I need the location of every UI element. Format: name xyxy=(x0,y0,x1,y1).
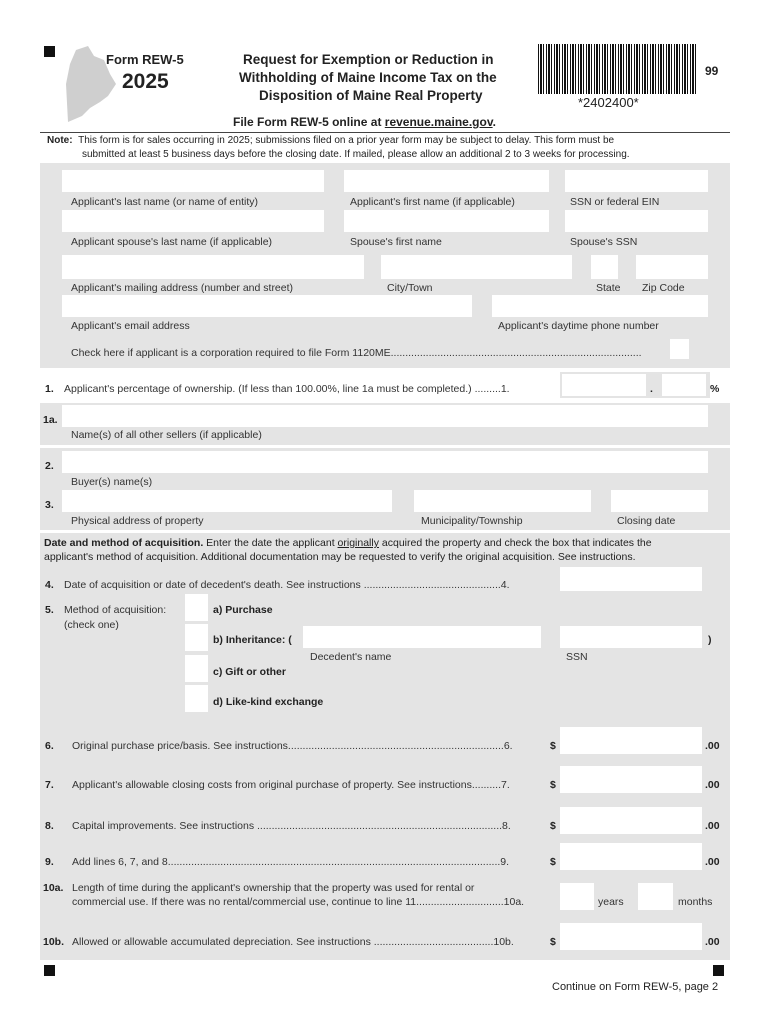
other-sellers-input[interactable] xyxy=(62,405,708,427)
line9-text: Add lines 6, 7, and 8..................................................................................................................9. xyxy=(72,856,510,868)
like-kind-checkbox[interactable] xyxy=(185,685,208,712)
phone-label: Applicant's daytime phone number xyxy=(498,320,659,332)
line8-input[interactable] xyxy=(560,807,702,834)
line5-number: 5. xyxy=(45,604,54,616)
zip-label: Zip Code xyxy=(642,282,685,294)
title-line2: Withholding of Maine Income Tax on the xyxy=(239,70,497,85)
email-label: Applicant's email address xyxy=(71,320,190,332)
decedent-name-label: Decedent's name xyxy=(310,651,392,663)
ownership-percent-input[interactable] xyxy=(562,374,646,396)
decedent-ssn-label: SSN xyxy=(566,651,588,663)
last-name-label: Applicant's last name (or name of entity) xyxy=(71,196,259,208)
line1-number: 1. xyxy=(45,383,54,395)
municipality-label: Municipality/Township xyxy=(421,515,523,527)
spouse-ssn-input[interactable] xyxy=(565,210,708,232)
option-gift: c) Gift or other xyxy=(213,666,286,678)
other-sellers-label: Name(s) of all other sellers (if applicable) xyxy=(71,429,262,441)
mailing-address-input[interactable] xyxy=(62,255,364,279)
line8-dollar: $ xyxy=(550,820,556,832)
option-inheritance: b) Inheritance: ( xyxy=(213,634,292,646)
ssn-ein-label: SSN or federal EIN xyxy=(570,196,660,208)
line10b-cents: .00 xyxy=(705,936,720,948)
spouse-ssn-label: Spouse's SSN xyxy=(570,236,638,248)
acquisition-heading-bold: Date and method of acquisition. xyxy=(44,537,204,549)
state-label: State xyxy=(596,282,621,294)
line9-cents: .00 xyxy=(705,856,720,868)
line2-number: 2. xyxy=(45,460,54,472)
line7-cents: .00 xyxy=(705,779,720,791)
acquisition-date-input[interactable] xyxy=(560,567,702,591)
line7-dollar: $ xyxy=(550,779,556,791)
email-input[interactable] xyxy=(62,295,472,317)
barcode-text: *2402400* xyxy=(578,95,639,110)
inheritance-checkbox[interactable] xyxy=(185,624,208,651)
acquisition-heading-b: acquired the property and check the box that indicates the xyxy=(378,537,652,549)
divider xyxy=(40,132,730,133)
line1-text: Applicant's percentage of ownership. (If less than 100.00%, line 1a must be completed.) .........1. xyxy=(64,383,510,395)
closing-date-input[interactable] xyxy=(611,490,708,512)
line6-dollar: $ xyxy=(550,740,556,752)
corp-check-label: Check here if applicant is a corporation required to file Form 1120ME...................................................................................... xyxy=(71,347,642,359)
state-input[interactable] xyxy=(591,255,618,279)
line9-dollar: $ xyxy=(550,856,556,868)
file-online-prefix: File Form REW-5 online at xyxy=(233,115,382,129)
title-line1: Request for Exemption or Reduction in xyxy=(243,52,494,67)
acquisition-heading-a: Enter the date the applicant xyxy=(203,537,338,549)
years-label: years xyxy=(598,896,624,908)
decedent-name-input[interactable] xyxy=(303,626,541,648)
line4-number: 4. xyxy=(45,579,54,591)
acquisition-heading xyxy=(44,537,652,549)
line6-number: 6. xyxy=(45,740,54,752)
option-purchase: a) Purchase xyxy=(213,604,273,616)
spouse-first-label: Spouse's first name xyxy=(350,236,442,248)
decedent-ssn-input[interactable] xyxy=(560,626,702,648)
file-online-suffix: . xyxy=(492,115,496,129)
buyer-names-input[interactable] xyxy=(62,451,708,473)
zip-input[interactable] xyxy=(636,255,708,279)
city-label: City/Town xyxy=(387,282,433,294)
gift-checkbox[interactable] xyxy=(185,655,208,682)
rental-years-input[interactable] xyxy=(560,883,594,910)
percent-sign: % xyxy=(710,383,720,395)
line6-input[interactable] xyxy=(560,727,702,754)
line8-number: 8. xyxy=(45,820,54,832)
line4-text: Date of acquisition or date of decedent's death. See instructions ...............................................4. xyxy=(64,579,510,591)
ownership-decimal-input[interactable] xyxy=(662,374,706,396)
line7-input[interactable] xyxy=(560,766,702,793)
line8-text: Capital improvements. See instructions ....................................................................................8. xyxy=(72,820,511,832)
months-label: months xyxy=(678,896,713,908)
registration-mark xyxy=(713,965,724,976)
spouse-last-label: Applicant spouse's last name (if applicable) xyxy=(71,236,273,248)
line1a-number: 1a. xyxy=(43,414,58,426)
form-name: Form REW-5 xyxy=(106,52,184,67)
line10b-text: Allowed or allowable accumulated depreciation. See instructions .........................................10b. xyxy=(72,936,514,948)
title-line3: Disposition of Maine Real Property xyxy=(259,88,483,103)
line10a-text2: commercial use. If there was no rental/commercial use, continue to line 11..............................10a. xyxy=(72,896,525,908)
acquisition-heading-line2: applicant's method of acquisition. Additional documentation may be requested to verify the original acquisition. See instructions. xyxy=(44,551,636,563)
phone-input[interactable] xyxy=(492,295,708,317)
line7-number: 7. xyxy=(45,779,54,791)
first-name-label: Applicant's first name (if applicable) xyxy=(350,196,515,208)
note-line1 xyxy=(47,135,614,146)
barcode xyxy=(538,44,698,94)
ssn-ein-input[interactable] xyxy=(565,170,708,192)
first-name-input[interactable] xyxy=(344,170,549,192)
revenue-link[interactable]: revenue.maine.gov xyxy=(384,115,493,129)
option-like-kind: d) Like-kind exchange xyxy=(213,696,324,708)
city-input[interactable] xyxy=(381,255,572,279)
acquisition-heading-underline: originally xyxy=(337,537,379,549)
decimal-point: . xyxy=(650,383,653,395)
line5-text1: Method of acquisition: xyxy=(64,604,167,616)
line6-cents: .00 xyxy=(705,740,720,752)
registration-mark xyxy=(44,46,55,57)
municipality-input[interactable] xyxy=(414,490,591,512)
line9-input[interactable] xyxy=(560,843,702,870)
line10b-input[interactable] xyxy=(560,923,702,950)
closing-date-label: Closing date xyxy=(617,515,676,527)
line5-text2: (check one) xyxy=(64,619,119,631)
rental-months-input[interactable] xyxy=(638,883,673,910)
line10a-text1: Length of time during the applicant's ownership that the property was used for rental or xyxy=(72,882,475,894)
spouse-first-input[interactable] xyxy=(344,210,549,232)
spouse-last-input[interactable] xyxy=(62,210,324,232)
note-label: Note: xyxy=(47,135,73,146)
property-address-input[interactable] xyxy=(62,490,392,512)
line10b-dollar: $ xyxy=(550,936,556,948)
note-text1: This form is for sales occurring in 2025; submissions filed on a prior year form may be subject to delay. This form must be xyxy=(78,135,615,146)
corp-check-text: Check here if applicant is a corporation required to file Form 1120ME xyxy=(71,347,391,359)
registration-mark xyxy=(44,965,55,976)
form-code: 99 xyxy=(705,64,719,78)
form-year: 2025 xyxy=(122,70,169,93)
line3-number: 3. xyxy=(45,499,54,511)
property-address-label: Physical address of property xyxy=(71,515,204,527)
line10b-number: 10b. xyxy=(43,936,65,948)
line7-text: Applicant's allowable closing costs from original purchase of property. See instructions..........7. xyxy=(72,779,510,791)
file-online-text xyxy=(233,115,496,129)
line9-number: 9. xyxy=(45,856,54,868)
buyer-names-label: Buyer(s) name(s) xyxy=(71,476,153,488)
last-name-input[interactable] xyxy=(62,170,324,192)
inheritance-close-paren: ) xyxy=(708,634,712,646)
purchase-checkbox[interactable] xyxy=(185,594,208,621)
line10a-number: 10a. xyxy=(43,882,64,894)
note-line2: submitted at least 5 business days before the closing date. If mailed, please allow an additional 2 to 3 weeks for processing. xyxy=(82,149,630,160)
corp-checkbox[interactable] xyxy=(670,339,689,359)
mailing-address-label: Applicant's mailing address (number and street) xyxy=(71,282,294,294)
line8-cents: .00 xyxy=(705,820,720,832)
line6-text: Original purchase price/basis. See instructions..........................................................................6. xyxy=(72,740,513,752)
continue-note: Continue on Form REW-5, page 2 xyxy=(552,981,719,993)
